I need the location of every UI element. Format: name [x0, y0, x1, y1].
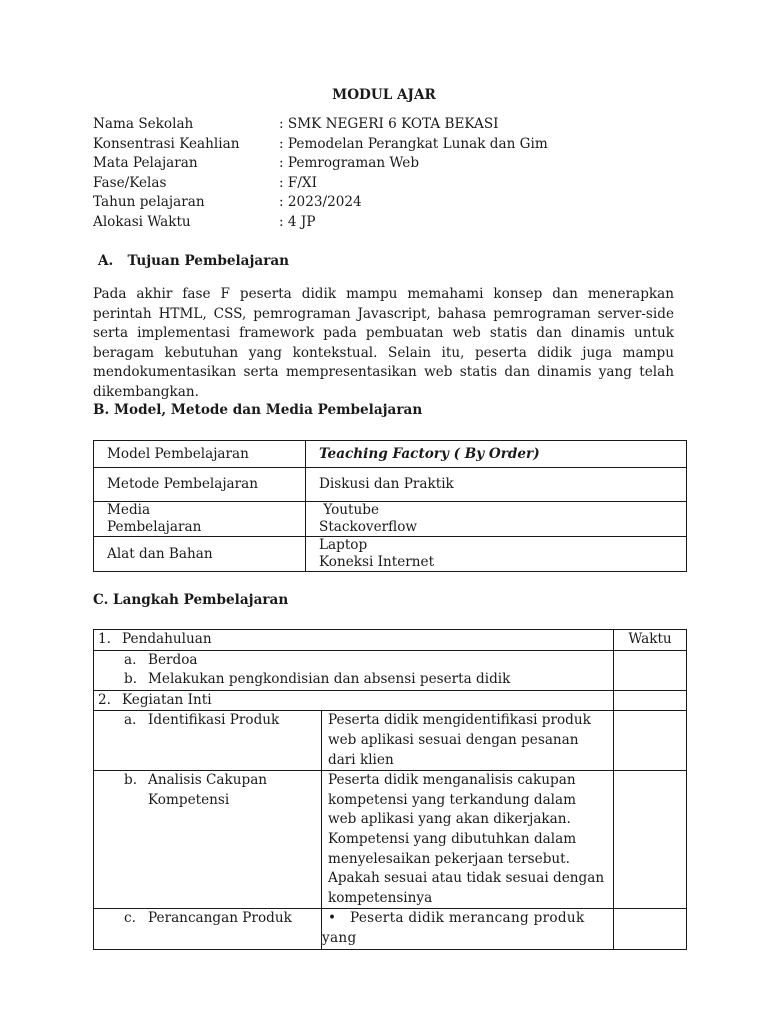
waktu-header: Waktu [614, 630, 687, 651]
table-row [94, 690, 687, 711]
item-text: Peserta didik merancang produk yang [322, 910, 585, 946]
table-cell-label: Alat dan Bahan [94, 537, 306, 572]
info-row [93, 135, 548, 155]
item-letter: b. [124, 772, 138, 789]
step-label: Kegiatan Inti [122, 691, 212, 708]
info-label: Nama Sekolah [93, 116, 194, 132]
value-line: Laptop [319, 537, 368, 553]
table-row [94, 771, 687, 909]
info-row [93, 174, 548, 194]
info-value: : Pemodelan Perangkat Lunak dan Gim [279, 135, 548, 152]
item-line: Kompetensi [148, 791, 230, 808]
table-cell [94, 711, 322, 771]
bullet-icon: • [328, 910, 337, 927]
table-row [94, 468, 687, 502]
table-cell [94, 650, 614, 690]
info-value: : F/XI [279, 174, 317, 191]
label-line: Pembelajaran [107, 519, 202, 535]
table-cell [94, 909, 322, 949]
table-cell [94, 771, 322, 909]
info-row [93, 115, 548, 135]
identity-block [93, 115, 548, 233]
steps-table [93, 629, 687, 950]
info-label: Konsentrasi Keahlian [93, 135, 240, 152]
item-line [94, 771, 321, 791]
info-value: : SMK NEGERI 6 KOTA BEKASI [279, 116, 499, 132]
info-label: Alokasi Waktu [93, 213, 191, 230]
item-label: Identifikasi Produk [148, 712, 280, 729]
info-label: Tahun pelajaran [93, 194, 205, 211]
table-row [94, 909, 687, 949]
section-c-heading: C. Langkah Pembelajaran [93, 592, 289, 608]
item-letter: c. [124, 910, 136, 927]
table-cell-label: Model Pembelajaran [94, 441, 306, 468]
section-a-heading: A. Tujuan Pembelajaran [98, 253, 290, 269]
info-value: : Pemrograman Web [279, 155, 420, 172]
table-cell-label [94, 502, 306, 537]
step-number: 2. [98, 691, 111, 708]
step-label: Pendahuluan [122, 631, 212, 647]
item-label: Analisis Cakupan [148, 772, 268, 789]
section-a-paragraph: Pada akhir fase F peserta didik mampu memahami konsep dan menerapkan perintah HTML, CSS, pemrograman Javascript, bahasa pemrograman server-side serta implementasi framework pada pembuatan web statis dan dinamis untuk beragam kebutuhan yang kontekstual. Selain itu, peserta didik juga mampu mendokumentasikan serta mempresentasikan web statis dan dinamis yang telah dikembangkan. [93, 286, 674, 400]
table-cell-desc [322, 909, 614, 949]
item-letter: b. [124, 671, 138, 688]
list-item [94, 670, 613, 690]
list-item [94, 651, 613, 671]
document-title: MODUL AJAR [332, 87, 436, 103]
info-value: : 2023/2024 [279, 194, 362, 211]
value-line: Stackoverflow [319, 519, 418, 535]
info-label: Fase/Kelas [93, 174, 167, 191]
step-number: 1. [98, 631, 111, 647]
value-line: Koneksi Internet [319, 554, 435, 570]
table-cell-desc: Peserta didik mengidentifikasi produk web aplikasi sesuai dengan pesanan dari klien [322, 711, 614, 771]
item-label: Perancangan Produk [148, 910, 292, 927]
item-letter: a. [124, 651, 137, 668]
table-cell [94, 690, 614, 711]
item-letter: a. [124, 712, 137, 729]
table-cell-value: Diskusi dan Praktik [306, 468, 687, 502]
section-b-heading: B. Model, Metode dan Media Pembelajaran [93, 402, 423, 418]
table-row [94, 650, 687, 690]
info-value: : 4 JP [279, 213, 316, 230]
table-cell-desc: Peserta didik menganalisis cakupan kompetensi yang terkandung dalam web aplikasi yang akan dikerjakan. Kompetensi yang dibutuhkan dalam menyelesaikan pekerjaan tersebut. Apakah sesuai atau tidak sesuai dengan kompetensinya [322, 771, 614, 909]
item-text: Melakukan pengkondisian dan absensi peserta didik [148, 671, 511, 688]
table-row [94, 630, 687, 651]
waktu-cell [614, 650, 687, 690]
info-row [93, 193, 548, 213]
table-cell-value [306, 502, 687, 537]
item-text: Berdoa [148, 651, 198, 668]
table-cell [94, 630, 614, 651]
table-row [94, 537, 687, 572]
info-row [93, 213, 548, 233]
table-cell-label: Metode Pembelajaran [94, 468, 306, 502]
table-cell-value: Teaching Factory ( By Order) [306, 441, 687, 468]
waktu-cell [614, 909, 687, 949]
label-line: Media [107, 502, 151, 518]
table-row [94, 441, 687, 468]
model-table [93, 440, 687, 572]
table-row [94, 711, 687, 771]
waktu-cell [614, 690, 687, 711]
info-label: Mata Pelajaran [93, 155, 198, 172]
value-line: Youtube [319, 502, 380, 518]
table-cell-value [306, 537, 687, 572]
waktu-cell [614, 771, 687, 909]
table-row [94, 502, 687, 537]
waktu-cell [614, 711, 687, 771]
info-row [93, 154, 548, 174]
